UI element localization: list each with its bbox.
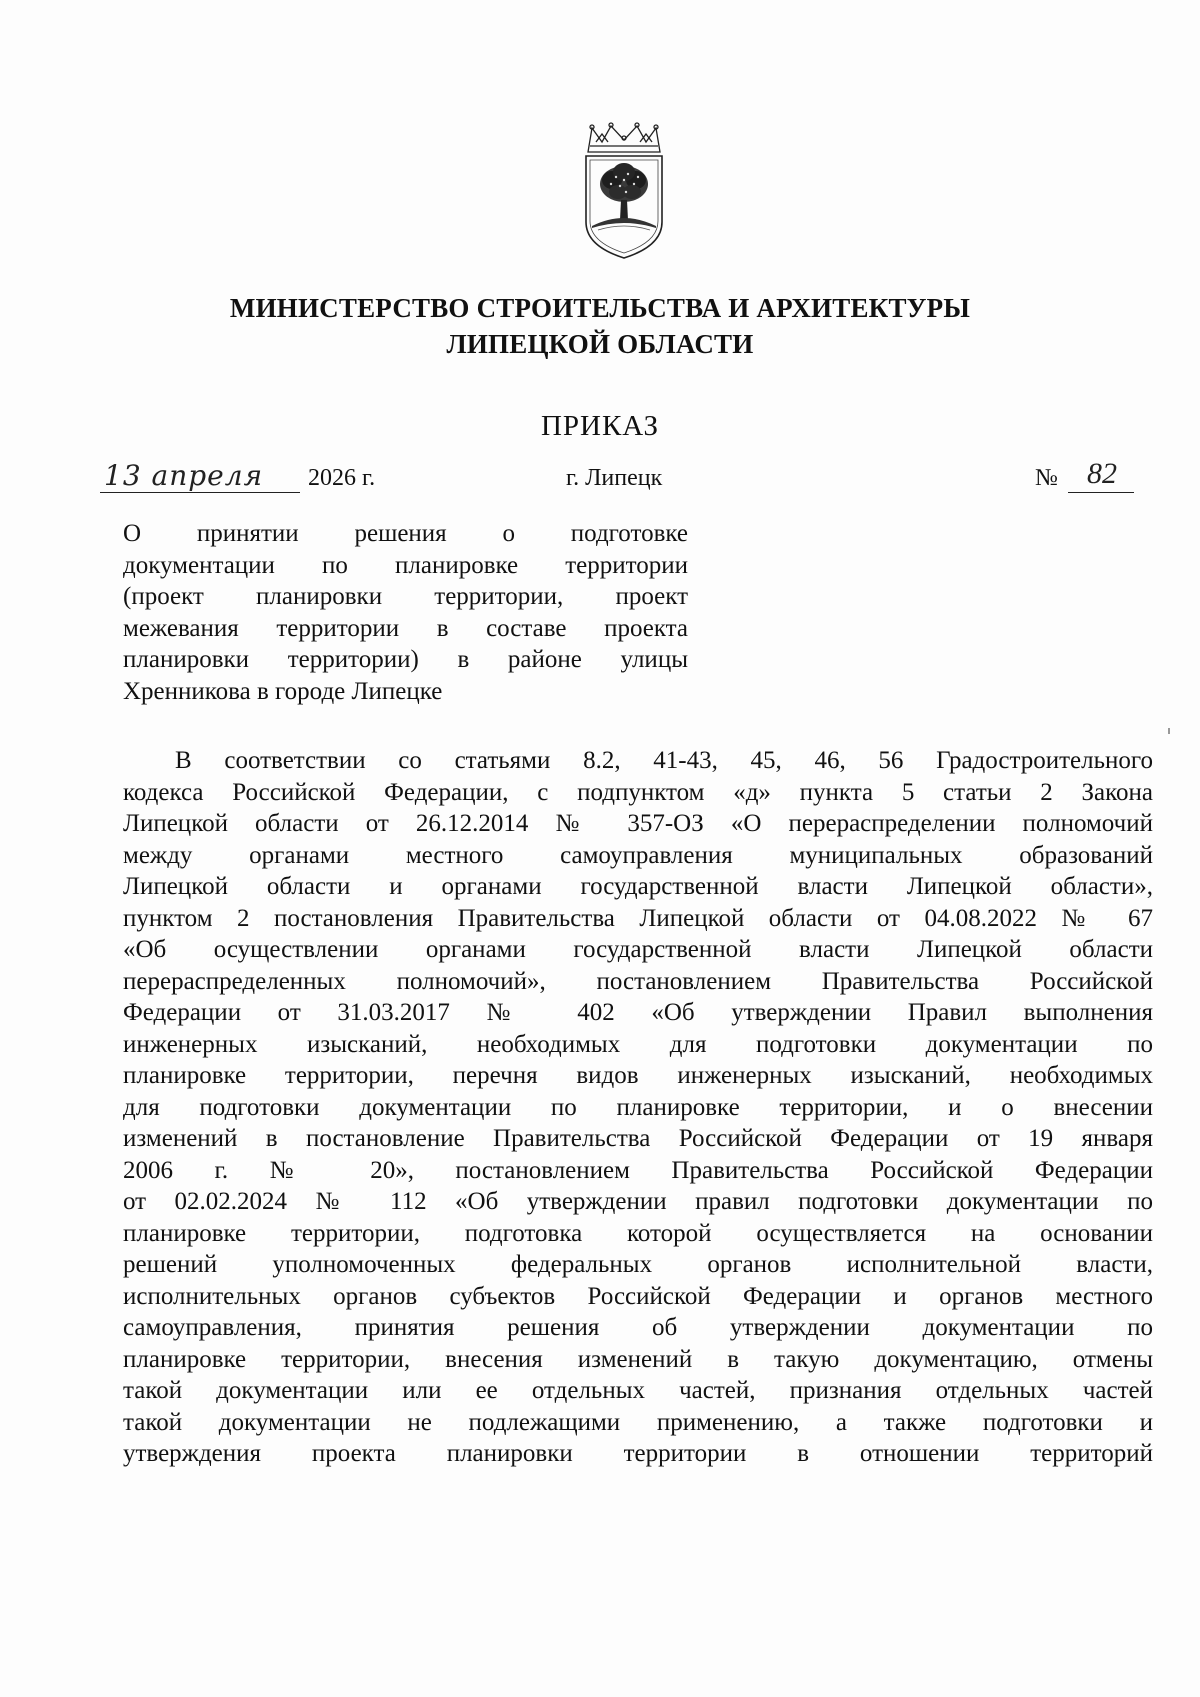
body-line: для подготовки документации по планировке территории, и о внесении xyxy=(123,1093,1153,1121)
number-label: № xyxy=(1035,465,1058,491)
subject-line: (проект планировки территории, проект xyxy=(123,583,688,610)
body-line: планировке территории, подготовка которой осуществляется на основании xyxy=(123,1219,1153,1247)
body-line: кодекса Российской Федерации, с подпунктом «д» пункта 5 статьи 2 Закона xyxy=(123,778,1153,806)
body-line: Федерации от 31.03.2017 № 402 «Об утверждении Правил выполнения xyxy=(123,999,1153,1026)
body-line: «Об осуществлении органами государственной власти Липецкой области xyxy=(123,936,1153,963)
scan-speck xyxy=(1168,728,1170,734)
order-body xyxy=(123,745,1153,1470)
body-line: самоуправления, принятия решения об утверждении документации по xyxy=(123,1314,1153,1341)
body-line: решений уполномоченных федеральных органов исполнительной власти, xyxy=(123,1251,1153,1278)
handwritten-number: 82 xyxy=(1087,457,1117,490)
subject-line: Хренникова в городе Липецке xyxy=(123,677,443,705)
body-line: 2006 г. № 20», постановлением Правительства Российской Федерации xyxy=(123,1156,1153,1184)
body-line: от 02.02.2024 № 112 «Об утверждении правил подготовки документации по xyxy=(123,1188,1153,1215)
body-line: Липецкой области от 26.12.2014 № 357-ОЗ «О перераспределении полномочий xyxy=(123,810,1153,837)
body-line: В соответствии со статьями 8.2, 41-43, 45, 46, 56 Градостроительного xyxy=(175,747,1153,774)
body-line: планировке территории, внесения изменений в такую документацию, отмены xyxy=(123,1345,1153,1373)
date-underline xyxy=(100,492,300,493)
body-line: такой документации или ее отдельных частей, признания отдельных частей xyxy=(123,1377,1153,1404)
ministry-name-line2: ЛИПЕЦКОЙ ОБЛАСТИ xyxy=(446,329,754,359)
body-line: между органами местного самоуправления муниципальных образований xyxy=(123,841,1153,869)
document-type-title: ПРИКАЗ xyxy=(540,410,660,442)
body-line: утверждения проекта планировки территории в отношении территорий xyxy=(123,1440,1153,1467)
city-label: г. Липецк xyxy=(566,465,663,491)
order-subject xyxy=(123,518,688,707)
subject-line: межевания территории в составе проекта xyxy=(123,614,688,642)
handwritten-date: 13 апреля xyxy=(104,459,264,492)
body-line: пунктом 2 постановления Правительства Липецкой области от 04.08.2022 № 67 xyxy=(123,904,1153,932)
body-line: изменений в постановление Правительства Российской Федерации от 19 января xyxy=(123,1125,1153,1152)
subject-line: О принятии решения о подготовке xyxy=(123,520,688,547)
coat-of-arms-icon xyxy=(578,122,670,262)
subject-line: документации по планировке территории xyxy=(123,551,688,579)
body-line: такой документации не подлежащими применению, а также подготовки и xyxy=(123,1408,1153,1436)
number-underline xyxy=(1068,492,1134,493)
body-line: исполнительных органов субъектов Российской Федерации и органов местного xyxy=(123,1282,1153,1310)
body-line: планировке территории, перечня видов инженерных изысканий, необходимых xyxy=(123,1062,1153,1089)
body-line: инженерных изысканий, необходимых для подготовки документации по xyxy=(123,1030,1153,1058)
subject-line: планировки территории) в районе улицы xyxy=(123,646,688,673)
date-year: 2026 г. xyxy=(308,465,376,491)
ministry-name-line1: МИНИСТЕРСТВО СТРОИТЕЛЬСТВА И АРХИТЕКТУРЫ xyxy=(229,293,971,323)
body-line: перераспределенных полномочий», постановлением Правительства Российской xyxy=(123,967,1153,995)
body-line: Липецкой области и органами государственной власти Липецкой области», xyxy=(123,873,1153,900)
date-number-line xyxy=(100,457,1150,505)
